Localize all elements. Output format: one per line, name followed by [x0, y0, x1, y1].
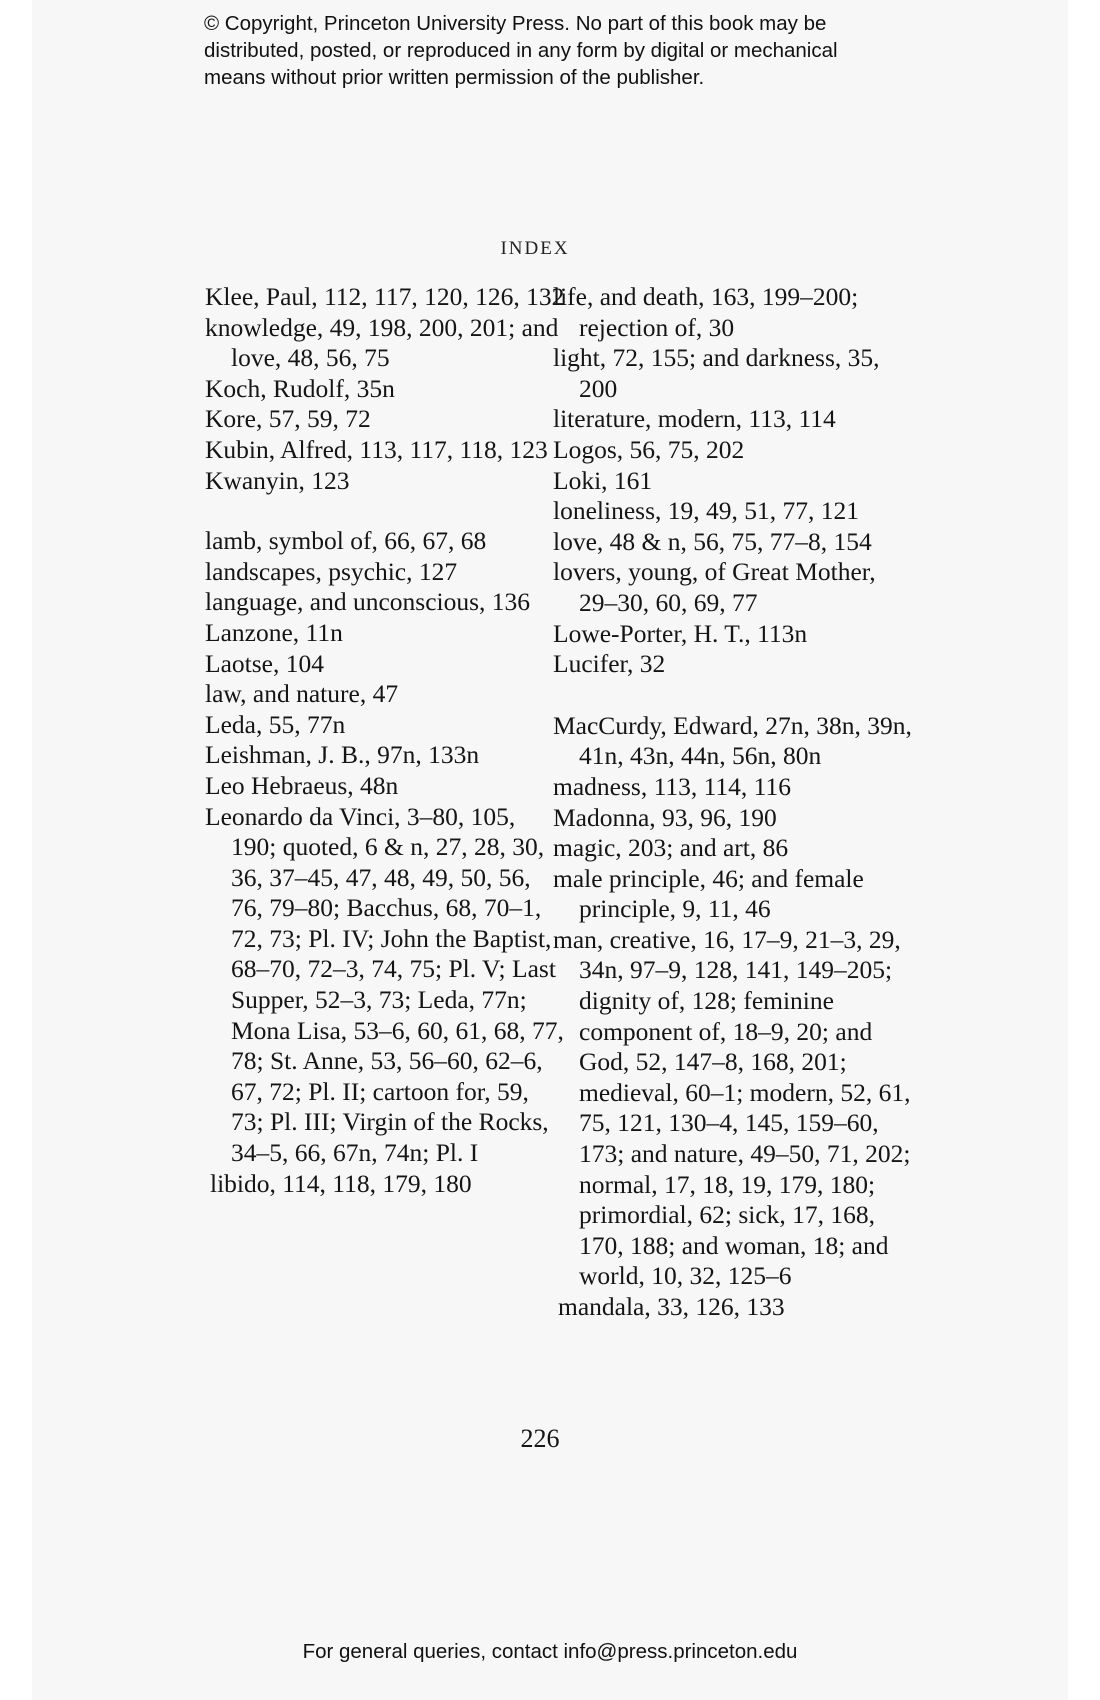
index-entry: Klee, Paul, 112, 117, 120, 126, 132 [205, 282, 565, 311]
index-entry: landscapes, psychic, 127 [205, 556, 458, 586]
index-entry: MacCurdy, Edward, 27n, 38n, 39n, 41n, 43n, 44n, 56n, 80n [553, 710, 912, 771]
index-entry: loneliness, 19, 49, 51, 77, 121 [553, 496, 859, 526]
index-entry: law, and nature, 47 [205, 679, 399, 709]
index-entry: mandala, 33, 126, 133 [558, 1292, 785, 1321]
index-entry: Leo Hebraeus, 48n [205, 770, 399, 800]
index-entry: Madonna, 93, 96, 190 [553, 802, 777, 832]
index-entry: madness, 113, 114, 116 [553, 771, 791, 801]
index-entry: life, and death, 163, 199–200; rejection of, 30 [553, 282, 859, 342]
index-entry: Koch, Rudolf, 35n [205, 373, 395, 403]
index-entry: lamb, symbol of, 66, 67, 68 [205, 526, 487, 556]
index-entry: libido, 114, 118, 179, 180 [210, 1168, 472, 1198]
index-entry: knowledge, 49, 198, 200, 201; and love, 48, 56, 75 [205, 312, 559, 373]
copyright-notice [204, 10, 924, 91]
index-entry: Lanzone, 11n [205, 617, 343, 647]
index-entry: Lowe-Porter, H. T., 113n [553, 618, 808, 648]
index-entry: Leonardo da Vinci, 3–80, 105, 190; quoted, 6 & n, 27, 28, 30, 36, 37–45, 47, 48, 49, 50, 56, 76, 79–80; Bacchus, 68, 70–1, 72, 73; Pl. IV; John the Baptist, 68–70, 72–3, 74, 75; Pl. V; Last Supper, 52–3, 73; Leda, 77n; Mona Lisa, 53–6, 60, 61, 68, 77, 78; St. Anne, 53, 56–60, 62–6, 67, 72; Pl. II; cartoon for, 59, 73; Pl. III; Virgin of the Rocks, 34–5, 66, 67n, 74n; Pl. I [205, 801, 564, 1168]
index-entry: male principle, 46; and female principle, 9, 11, 46 [553, 863, 864, 924]
index-entry: Laotse, 104 [205, 648, 324, 678]
index-entry: Kwanyin, 123 [205, 465, 350, 495]
index-entry: Leishman, J. B., 97n, 133n [205, 740, 480, 770]
index-entry: Lucifer, 32 [553, 649, 666, 679]
index-entry: love, 48 & n, 56, 75, 77–8, 154 [553, 526, 872, 556]
index-entry: literature, modern, 113, 114 [553, 404, 836, 434]
index-entry: Kore, 57, 59, 72 [205, 404, 371, 434]
page-number: 226 [520, 1424, 560, 1453]
index-entry: Kubin, Alfred, 113, 117, 118, 123 [205, 434, 548, 464]
index-column-right [553, 282, 913, 1323]
index-entry: magic, 203; and art, 86 [553, 833, 789, 863]
copyright-line: © Copyright, Princeton University Press. No part of this book may be [204, 12, 827, 35]
copyright-line: distributed, posted, or reproduced in any form by digital or mechanical [204, 39, 838, 62]
index-entry: lovers, young, of Great Mother, 29–30, 60, 69, 77 [553, 557, 876, 617]
page-heading: INDEX [500, 238, 570, 259]
footer-contact: For general queries, contact info@press.princeton.edu [302, 1640, 798, 1663]
copyright-line: means without prior written permission of the publisher. [204, 66, 705, 89]
index-entry: man, creative, 16, 17–9, 21–3, 29, 34n, 97–9, 128, 141, 149–205; dignity of, 128; feminine component of, 18–9, 20; and God, 52, 147–8, 168, 201; medieval, 60–1; modern, 52, 61, 75, 121, 130–4, 145, 159–60, 173; and nature, 49–50, 71, 202; normal, 17, 18, 19, 179, 180; primordial, 62; sick, 17, 168, 170, 188; and woman, 18; and world, 10, 32, 125–6 [553, 924, 911, 1291]
index-entry: Leda, 55, 77n [205, 709, 346, 739]
letter-group-gap [553, 680, 913, 711]
index-column-left [205, 282, 565, 1199]
index-entry: light, 72, 155; and darkness, 35, 200 [553, 343, 880, 403]
index-entry: Logos, 56, 75, 202 [553, 434, 745, 464]
index-entry: Loki, 161 [553, 465, 653, 495]
letter-group-gap [205, 496, 565, 526]
index-entry: language, and unconscious, 136 [205, 587, 531, 617]
